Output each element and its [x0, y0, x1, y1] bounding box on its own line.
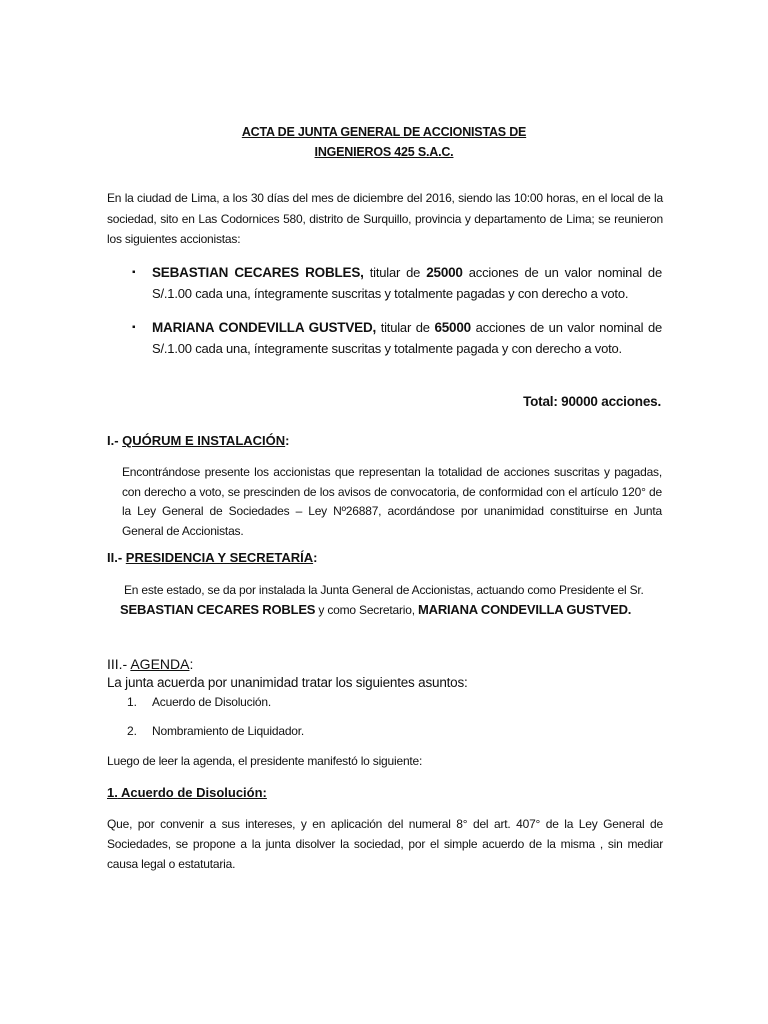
- section-number: II.-: [107, 550, 126, 565]
- shareholder-text-pre: titular de: [376, 320, 435, 335]
- section-heading-presidencia: [107, 550, 317, 565]
- disolucion-paragraph: Que, por convenir a sus intereses, y en aplicación del numeral 8° del art. 407° de la Ley General de Sociedades, se propone a la junta disolver la sociedad, por el simple acuerdo de la misma , sin mediar causa legal o estatutaria.: [107, 817, 663, 871]
- presidencia-connector: y como Secretario,: [315, 603, 418, 617]
- intro-paragraph: En la ciudad de Lima, a los 30 días del mes de diciembre del 2016, siendo las 10:00 horas, en el local de la sociedad, sito en Las Codornices 580, distrito de Surquillo, provincia y departamento de Lima; se reunieron los siguientes accionistas:: [107, 191, 663, 246]
- section-title: QUÓRUM E INSTALACIÓN: [122, 433, 286, 448]
- shareholder-text-pre: titular de: [363, 265, 427, 280]
- shareholder-item: [152, 262, 662, 304]
- agenda-item-label: Acuerdo de Disolución.: [152, 695, 272, 709]
- quorum-paragraph: Encontrándose presente los accionistas que representan la totalidad de acciones suscritas y pagadas, con derecho a voto, se prescinden de los avisos de convocatoria, de conformidad con el artículo 120° de la Ley General de Sociedades – Ley Nº26887, acordándose por unanimidad constituirse en Junta General de Accionistas.: [122, 465, 662, 538]
- shareholder-text-post: acciones de un valor nominal de S/.1.00 cada una, íntegramente suscritas y totalmente pagada y con derecho a voto.: [152, 320, 663, 356]
- shareholder-name: SEBASTIAN CECARES ROBLES,: [152, 265, 364, 280]
- shareholder-shares: 25000: [426, 265, 463, 280]
- section-number: I.-: [107, 433, 123, 448]
- agenda-item-label: Nombramiento de Liquidador.: [152, 724, 305, 738]
- agenda-item-number: 1.: [127, 695, 138, 709]
- point-title: Acuerdo de Disolución:: [117, 785, 267, 800]
- shareholder-text-post: acciones de un valor nominal de S/.1.00 cada una, íntegramente suscritas y totalmente pagadas y con derecho a voto.: [152, 265, 662, 301]
- shareholder-item: [152, 317, 662, 359]
- section-colon: :: [313, 550, 318, 565]
- agenda-item-number: 2.: [127, 724, 138, 738]
- bullet-icon: ▪: [132, 267, 136, 278]
- point-heading-disolucion: [107, 785, 267, 800]
- secretary-name: MARIANA CONDEVILLA GUSTVED.: [418, 602, 632, 617]
- section-heading-quorum: [107, 433, 290, 448]
- agenda-intro: La junta acuerda por unanimidad tratar los siguientes asuntos:: [107, 675, 468, 690]
- point-number: 1.: [107, 785, 118, 800]
- shareholder-name: MARIANA CONDEVILLA GUSTVED,: [152, 320, 377, 335]
- section-heading-agenda: [107, 656, 193, 672]
- section-title: AGENDA: [130, 656, 190, 672]
- section-colon: :: [189, 656, 194, 672]
- shareholder-shares: 65000: [434, 320, 471, 335]
- total-shares: Total: 90000 acciones.: [523, 394, 661, 409]
- document-title-line-2: INGENIEROS 425 S.A.C.: [314, 145, 454, 159]
- presidencia-paragraph-line-2: [120, 602, 631, 617]
- section-colon: :: [285, 433, 290, 448]
- agenda-after-text: Luego de leer la agenda, el presidente manifestó lo siguiente:: [107, 754, 423, 768]
- document-title-line-1: ACTA DE JUNTA GENERAL DE ACCIONISTAS DE: [241, 125, 527, 139]
- section-title: PRESIDENCIA Y SECRETARÍA: [125, 550, 314, 565]
- bullet-icon: ▪: [132, 322, 136, 333]
- presidencia-paragraph-line-1: En este estado, se da por instalada la Junta General de Accionistas, actuando como Presidente el Sr.: [124, 583, 644, 597]
- president-name: SEBASTIAN CECARES ROBLES: [120, 602, 316, 617]
- section-number: III.-: [107, 656, 131, 672]
